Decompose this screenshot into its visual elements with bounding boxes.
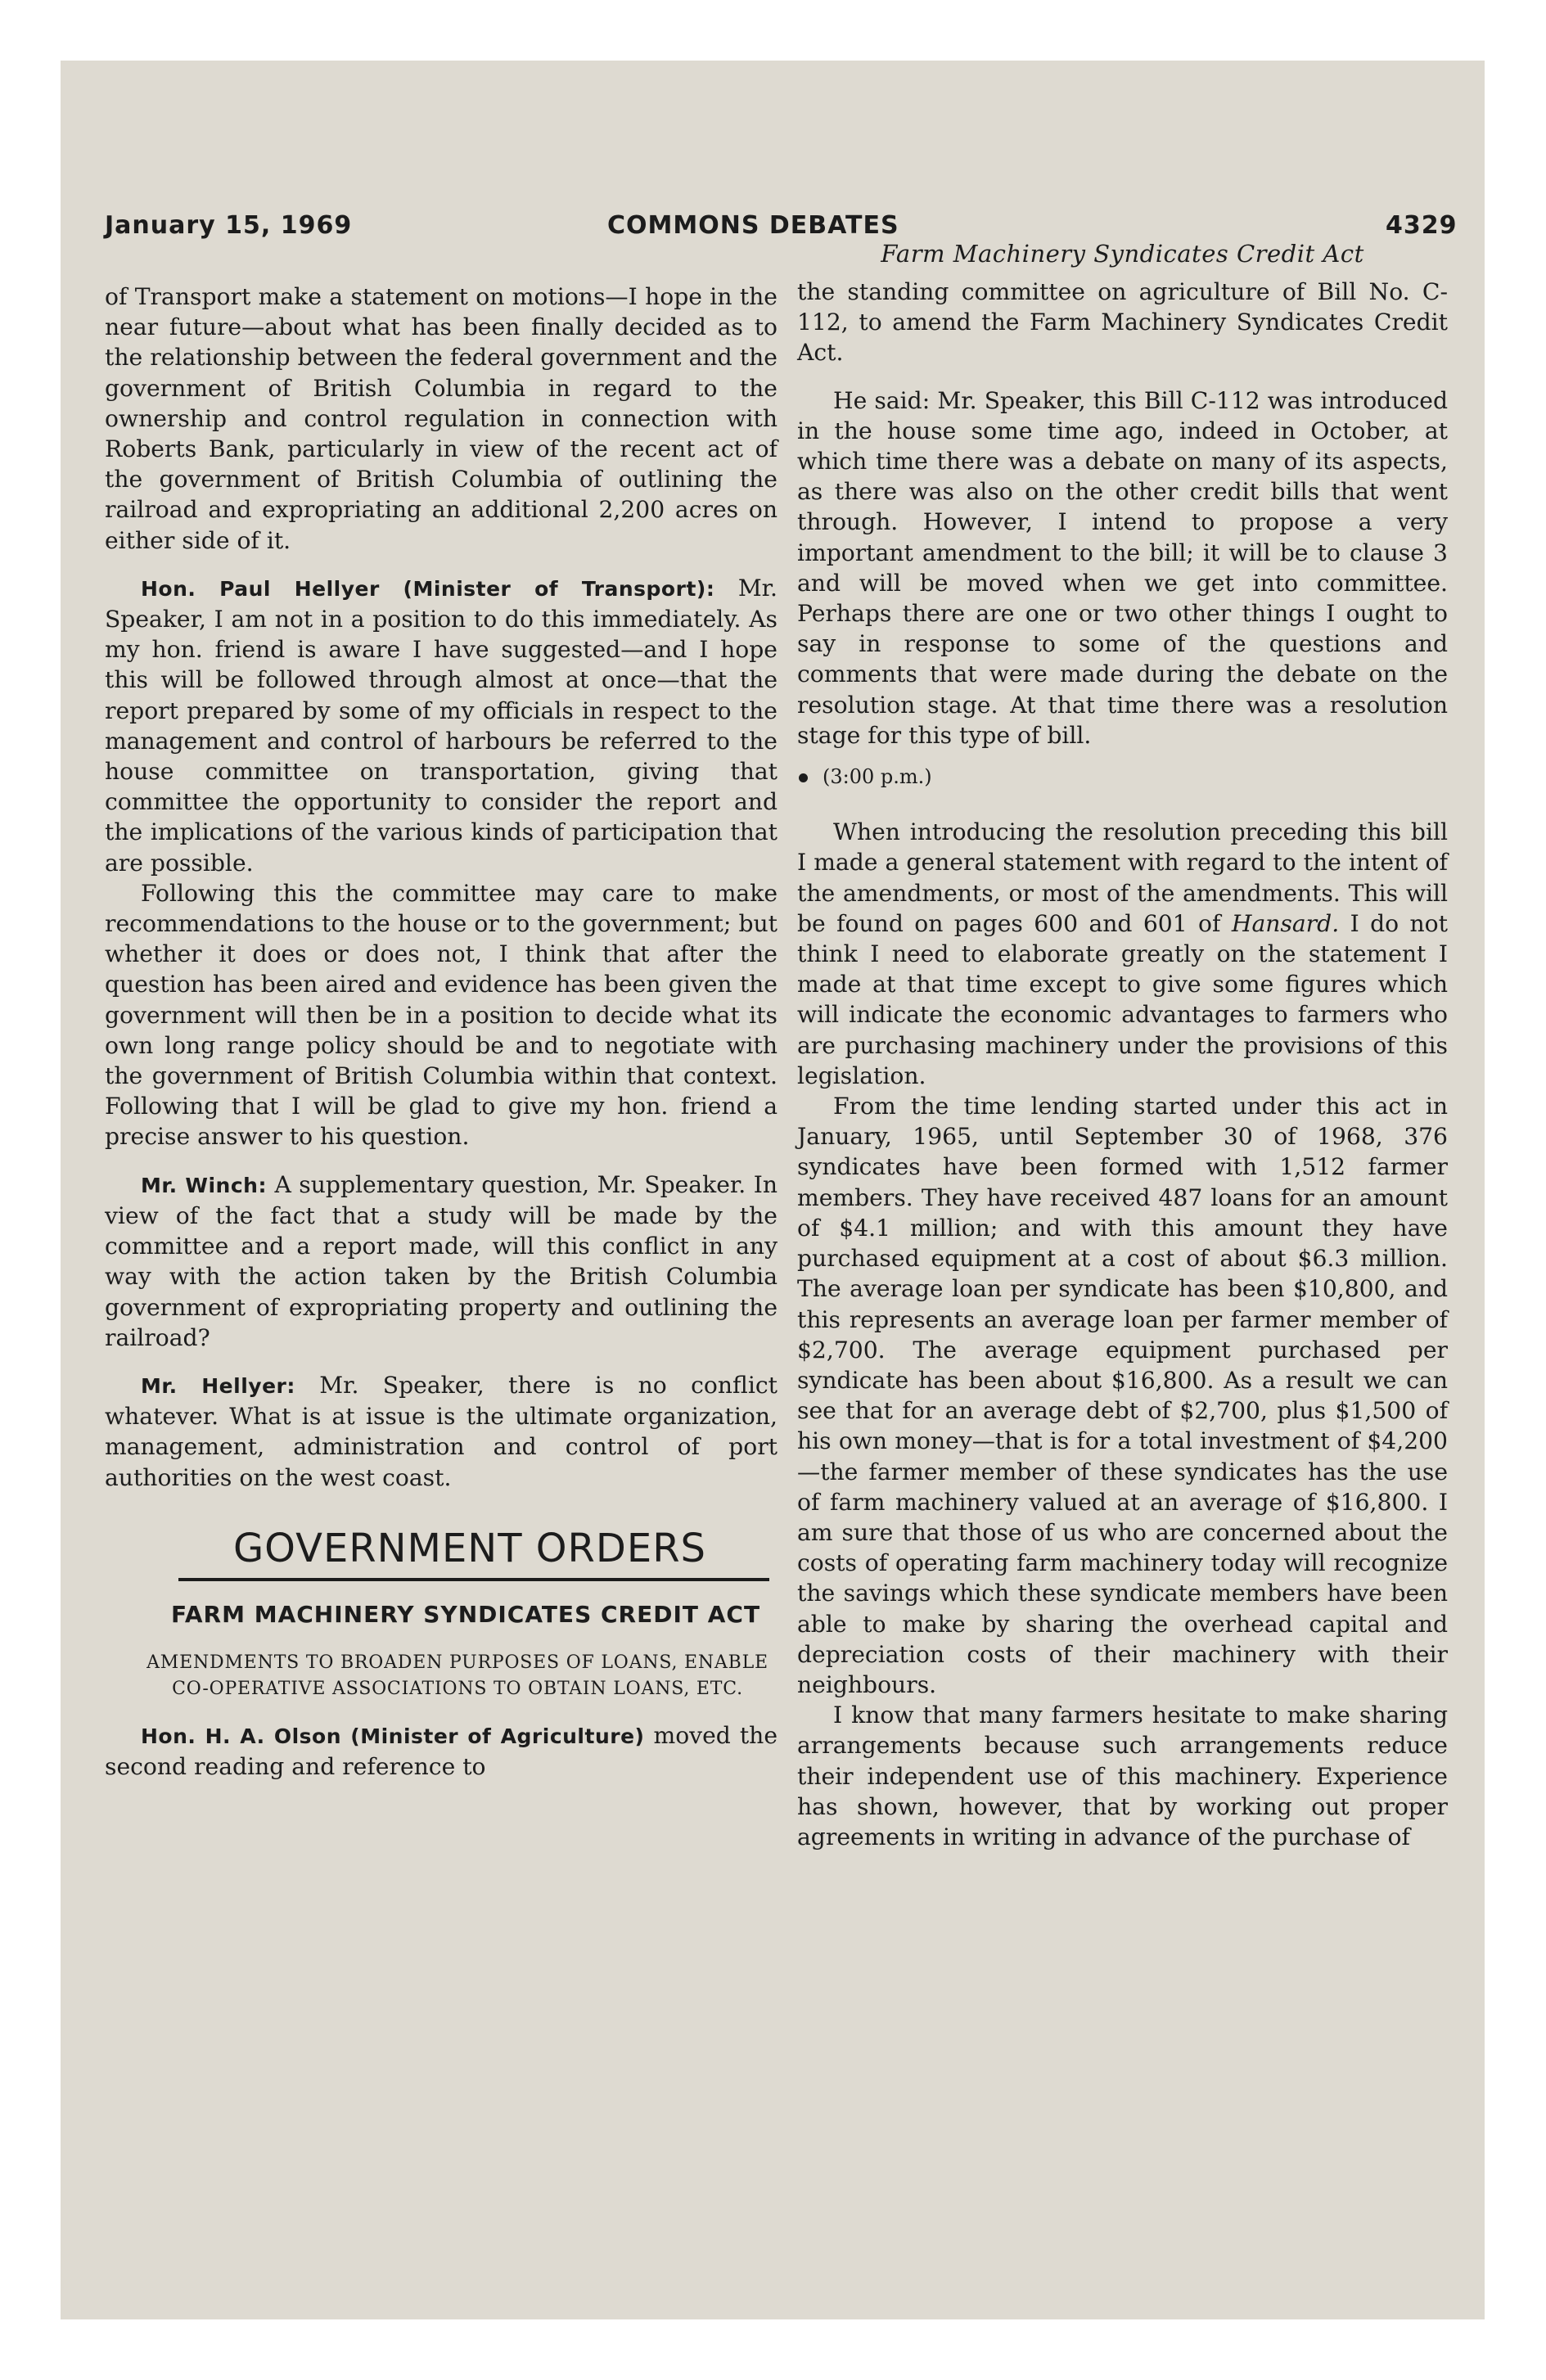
time-text: (3:00 p.m.) — [823, 765, 932, 789]
paragraph: of Transport make a statement on motions—I hope in the near future—about what has been finally decided as to the relationship between the federal government and the government of British Columbia in regard to the ownership and control regulation in connection with Roberts Bank, particularly in view of the recent act of the government of British Columbia of outlining the railroad and expropriating an additional 2,200 acres on either side of it. — [105, 283, 778, 554]
text-run: When introducing the resolution preceding this bill I made a general statement with regard to the intent of the amendments, or most of the amendments. This will be found on pages 600 and 601 of — [797, 818, 1448, 937]
speaker-name: Hon. Paul Hellyer (Minister of Transport): — [141, 576, 715, 601]
time-marker — [799, 762, 1448, 792]
header-date: January 15, 1969 — [105, 211, 353, 240]
paragraph: From the time lending started under this act in January, 1965, until September 30 of 1968, 376 syndicates have been formed with 1,512 farmer members. They have received 487 loans for an amount of $4.1 million; and with this amount they have purchased equipment at a cost of about $6.3 million. The average loan per syndicate has been $10,800, and this represents an average loan per farmer member of $2,700. The average equipment purchased per syndicate has been about $16,800. As a result we can see that for an average debt of $2,700, plus $1,500 of his own money—that is for a total investment of $4,200—the farmer member of these syndicates has the use of farm machinery valued at an average of $16,800. I am sure that those of us who are concerned about the costs of operating farm machinery today will recognize the savings which these syndicate members have been able to make by sharing the overhead capital and depreciation costs of their machinery with their neighbours. — [797, 1093, 1448, 1698]
paragraph — [105, 1370, 778, 1493]
page-number: 4329 — [1386, 211, 1458, 240]
section-heading: GOVERNMENT ORDERS — [232, 1525, 707, 1571]
speaker-name: Mr. Hellyer: — [141, 1373, 295, 1398]
text-run: I do not think I need to elaborate greatly on the statement I made at that time except to give some figures which will indicate the economic advantages to farmers who are purchasing machinery under the provisions of this legislation. — [797, 909, 1448, 1089]
speech-text: Mr. Speaker, there is no conflict whatever. What is at issue is the ultimate organization, management, administration and control of port authorities on the west coast. — [105, 1371, 778, 1491]
paragraph — [105, 573, 778, 878]
speech-text: moved the second reading and reference to — [105, 1721, 778, 1780]
paragraph — [797, 817, 1448, 1091]
left-column — [105, 282, 778, 1782]
paragraph: Following this the committee may care to make recommendations to the house or to the government; but whether it does or does not, I think that after the question has been aired and evidence has been given the government will then be in a position to decide what its own long range policy should be and to negotiate with the government of British Columbia within that context. Following that I will be glad to give my hon. friend a precise answer to his question. — [105, 879, 778, 1151]
bill-title: FARM MACHINERY SYNDICATES CREDIT ACT — [170, 1600, 761, 1628]
paragraph: I know that many farmers hesitate to make sharing arrangements because such arrangements reduce their independent use of this machinery. Experience has shown, however, that by working out proper agreements in writing in advance of the purchase of — [797, 1702, 1448, 1850]
bill-subtitle: AMENDMENTS TO BROADEN PURPOSES OF LOANS, ENABLE CO-OPERATIVE ASSOCIATIONS TO OBTAIN LOANS, ETC. — [146, 1652, 768, 1699]
italic-text: Hansard. — [1231, 909, 1340, 937]
running-title: Farm Machinery Syndicates Credit Act — [881, 240, 1364, 268]
bullet-icon — [799, 773, 808, 782]
speaker-name: Hon. H. A. Olson (Minister of Agriculture) — [141, 1724, 645, 1748]
paragraph: the standing committee on agriculture of Bill No. C-112, to amend the Farm Machinery Syndicates Credit Act. — [797, 278, 1448, 367]
speaker-name: Mr. Winch: — [141, 1173, 267, 1197]
divider — [178, 1578, 769, 1581]
paragraph — [105, 1720, 778, 1782]
speech-text: A supplementary question, Mr. Speaker. In view of the fact that a study will be made by the committee and a report made, will this conflict in any way with the action taken by the British Columbia government of expropriating property and outlining the railroad? — [105, 1170, 778, 1351]
paragraph — [105, 1170, 778, 1353]
header-title: COMMONS DEBATES — [607, 211, 899, 240]
paragraph: He said: Mr. Speaker, this Bill C-112 was introduced in the house some time ago, indeed in October, at which time there was a debate on many of its aspects, as there was also on the other credit bills that went through. However, I intend to propose a very important amendment to the bill; it will be to clause 3 and will be moved when we get into committee. Perhaps there are one or two other things I ought to say in response to some of the questions and comments that were made during the debate on the resolution stage. At that time there was a resolution stage for this type of bill. — [797, 386, 1448, 749]
speech-text: Mr. Speaker, I am not in a position to do this immediately. As my hon. friend is aware I have suggested—and I hope this will be followed through almost at once—that the report prepared by some of my officials in respect to the management and control of harbours be referred to the house committee on transportation, giving that committee the opportunity to consider the report and the implications of the various kinds of participation that are possible. — [105, 574, 778, 877]
right-column — [797, 239, 1448, 1852]
